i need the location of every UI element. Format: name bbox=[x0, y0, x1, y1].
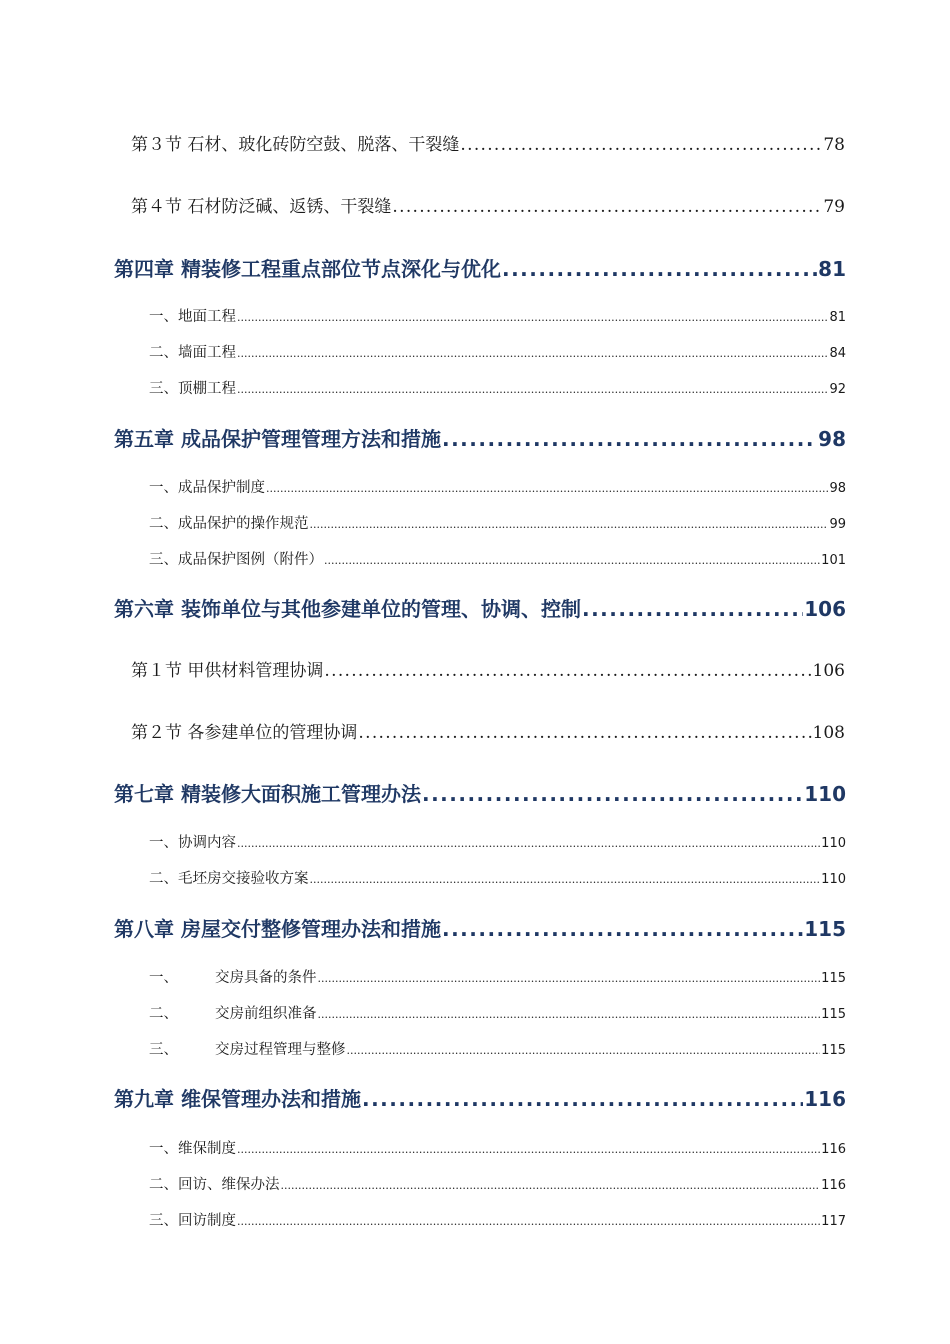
toc-item[interactable]: 二、 交房前组织准备 ..... 115 bbox=[149, 1002, 846, 1023]
toc-item[interactable]: 一、协调内容 ..... 110 bbox=[149, 831, 846, 852]
toc-chapter-4[interactable]: 第四章 精装修工程重点部位节点深化与优化 ..... 81 bbox=[114, 253, 846, 282]
toc-item[interactable]: 一、地面工程 ..... 81 bbox=[149, 305, 846, 326]
toc-item[interactable]: 一、成品保护制度 ..... 98 bbox=[149, 476, 846, 497]
toc-item[interactable]: 三、回访制度 ..... 117 bbox=[149, 1209, 846, 1230]
toc-section-2[interactable]: 第２节 各参建单位的管理协调 ..... 108 bbox=[131, 718, 845, 743]
toc-section-4[interactable]: 第４节 石材防泛碱、返锈、干裂缝 ..... 79 bbox=[131, 192, 845, 217]
toc-section-1[interactable]: 第１节 甲供材料管理协调 ..... 106 bbox=[131, 656, 845, 681]
toc-item[interactable]: 二、毛坯房交接验收方案 ..... 110 bbox=[149, 867, 846, 888]
toc-chapter-6[interactable]: 第六章 装饰单位与其他参建单位的管理、协调、控制 ..... 106 bbox=[114, 593, 846, 622]
toc-item[interactable]: 三、 交房过程管理与整修 ..... 115 bbox=[149, 1038, 846, 1059]
toc-chapter-7[interactable]: 第七章 精装修大面积施工管理办法 ..... 110 bbox=[114, 778, 846, 807]
toc-section-3[interactable]: 第３节 石材、玻化砖防空鼓、脱落、干裂缝 ..... 78 bbox=[131, 130, 845, 155]
toc-item[interactable]: 一、维保制度 ..... 116 bbox=[149, 1137, 846, 1158]
toc-item[interactable]: 三、成品保护图例（附件） ..... 101 bbox=[149, 548, 846, 569]
toc-chapter-9[interactable]: 第九章 维保管理办法和措施 ..... 116 bbox=[114, 1083, 846, 1112]
toc-item[interactable]: 二、墙面工程 ..... 84 bbox=[149, 341, 846, 362]
toc-chapter-8[interactable]: 第八章 房屋交付整修管理办法和措施 ..... 115 bbox=[114, 913, 846, 942]
toc-item[interactable]: 二、成品保护的操作规范 ..... 99 bbox=[149, 512, 846, 533]
toc-item[interactable]: 一、 交房具备的条件 ..... 115 bbox=[149, 966, 846, 987]
toc-item[interactable]: 二、回访、维保办法 ..... 116 bbox=[149, 1173, 846, 1194]
toc-item[interactable]: 三、顶棚工程 ..... 92 bbox=[149, 377, 846, 398]
toc-chapter-5[interactable]: 第五章 成品保护管理管理方法和措施 ..... 98 bbox=[114, 423, 846, 452]
